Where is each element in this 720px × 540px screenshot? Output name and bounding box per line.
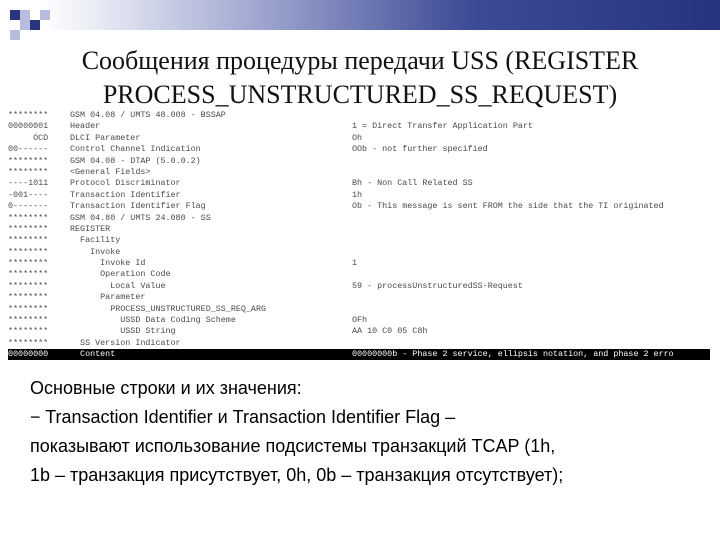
capture-row-field: Transaction Identifier bbox=[70, 189, 181, 200]
capture-row-bits: OCD bbox=[8, 132, 49, 143]
capture-row bbox=[8, 213, 710, 224]
capture-row-field: Header bbox=[70, 121, 101, 132]
capture-row-value: Bh - Non Call Related SS bbox=[352, 178, 473, 189]
capture-row-field: Invoke bbox=[70, 246, 121, 257]
capture-row bbox=[8, 304, 710, 315]
capture-row-bits: ******** bbox=[8, 337, 49, 348]
capture-row bbox=[8, 338, 710, 349]
capture-row bbox=[8, 178, 710, 189]
capture-row-value: 00000000b - Phase 2 service, ellipsis notation, and phase 2 erro bbox=[352, 349, 674, 360]
capture-row bbox=[8, 269, 710, 280]
capture-row bbox=[8, 235, 710, 246]
capture-row bbox=[8, 190, 710, 201]
capture-row-field: GSM 04.08 - DTAP (5.0.0.2) bbox=[70, 155, 201, 166]
capture-row bbox=[8, 133, 710, 144]
capture-row bbox=[8, 110, 710, 121]
capture-row-field: Protocol Discriminator bbox=[70, 178, 181, 189]
capture-row-bits: 00------ bbox=[8, 144, 49, 155]
capture-row-value: OOb - not further specified bbox=[352, 144, 488, 155]
capture-row bbox=[8, 258, 710, 269]
capture-row-bits: ******** bbox=[8, 315, 49, 326]
capture-row-value: Oh bbox=[352, 132, 363, 143]
capture-row-value: 1 bbox=[352, 258, 358, 269]
capture-row-field: GSM 04.08 / UMTS 48.008 - BSSAP bbox=[70, 110, 226, 120]
capture-row bbox=[8, 167, 710, 178]
capture-row-bits: ******** bbox=[8, 246, 49, 257]
capture-row-field: Local Value bbox=[70, 280, 166, 291]
slide-title-line1: Сообщения процедуры передачи USS (REGISTER bbox=[81, 46, 639, 75]
capture-row-value: 59 - processUnstructuredSS-Request bbox=[352, 280, 523, 291]
capture-row-bits: ******** bbox=[8, 258, 49, 269]
body-line: Основные строки и их значения: bbox=[30, 378, 302, 398]
capture-row-field: Facility bbox=[70, 235, 121, 246]
capture-row-bits: ******** bbox=[8, 326, 49, 337]
capture-row-field: Operation Code bbox=[70, 269, 171, 280]
capture-row-field: Content bbox=[70, 349, 116, 360]
capture-row-field: Parameter bbox=[70, 292, 146, 303]
capture-row-bits: 00000001 bbox=[8, 121, 49, 132]
capture-row-field: USSD Data Coding Scheme bbox=[70, 315, 236, 326]
capture-row-bits: ******** bbox=[8, 235, 49, 246]
corner-squares-decoration bbox=[0, 0, 60, 40]
capture-row bbox=[8, 292, 710, 303]
capture-row-value: 1 = Direct Transfer Application Part bbox=[352, 121, 533, 132]
slide-body-text bbox=[30, 374, 700, 490]
capture-row-field: PROCESS_UNSTRUCTURED_SS_REQ_ARG bbox=[70, 303, 267, 314]
capture-row-field: USSD String bbox=[70, 326, 176, 337]
capture-row-bits: ******** bbox=[8, 223, 49, 234]
body-line: 1b – транзакция присутствует, 0h, 0b – транзакция отсутствует); bbox=[30, 465, 564, 485]
capture-row-value: AA 10 C0 05 C8h bbox=[352, 326, 428, 337]
capture-row-bits: ******** bbox=[8, 269, 49, 280]
capture-row-bits: ******** bbox=[8, 303, 49, 314]
capture-row-bits: ******** bbox=[8, 212, 49, 223]
capture-row-value: Ob - This message is sent FROM the side that the TI originated bbox=[352, 201, 664, 212]
capture-row bbox=[8, 156, 710, 167]
capture-row-field: <General Fields> bbox=[70, 166, 151, 177]
body-line: показывают использование подсистемы транзакций TCAP (1h, bbox=[30, 436, 556, 456]
capture-row-bits: ******** bbox=[8, 166, 49, 177]
capture-row-bits: 0------- bbox=[8, 201, 49, 212]
capture-row-bits: ******** bbox=[8, 155, 49, 166]
capture-row-field: GSM 04.80 / UMTS 24.080 - SS bbox=[70, 212, 211, 223]
capture-row-field: REGISTER bbox=[70, 223, 111, 234]
capture-row-bits: 00000000 bbox=[8, 349, 49, 360]
capture-row-bits: ----1011 bbox=[8, 178, 49, 189]
capture-row bbox=[8, 121, 710, 132]
capture-row-field: SS Version Indicator bbox=[70, 337, 181, 348]
capture-row-bits: ******** bbox=[8, 110, 49, 120]
body-line: − Transaction Identifier и Transaction Identifier Flag – bbox=[30, 407, 456, 427]
capture-row-selected bbox=[8, 349, 710, 360]
slide-title-line2: PROCESS_UNSTRUCTURED_SS_REQUEST) bbox=[102, 80, 618, 109]
capture-row bbox=[8, 281, 710, 292]
capture-row bbox=[8, 144, 710, 155]
header-gradient-band bbox=[0, 0, 720, 30]
capture-row-bits: ******** bbox=[8, 280, 49, 291]
capture-row-field: Control Channel Indication bbox=[70, 144, 201, 155]
capture-row-value: OFh bbox=[352, 315, 368, 326]
capture-row-field: DLCI Parameter bbox=[70, 132, 141, 143]
capture-row bbox=[8, 224, 710, 235]
capture-row-bits: ******** bbox=[8, 292, 49, 303]
capture-row bbox=[8, 315, 710, 326]
capture-row-value: 1h bbox=[352, 189, 363, 200]
capture-row-bits: -001---- bbox=[8, 189, 49, 200]
capture-row bbox=[8, 201, 710, 212]
capture-row-field: Transaction Identifier Flag bbox=[70, 201, 206, 212]
protocol-decode-capture bbox=[8, 110, 710, 360]
slide-title bbox=[20, 44, 700, 112]
capture-row-field: Invoke Id bbox=[70, 258, 146, 269]
capture-row bbox=[8, 247, 710, 258]
capture-row bbox=[8, 326, 710, 337]
